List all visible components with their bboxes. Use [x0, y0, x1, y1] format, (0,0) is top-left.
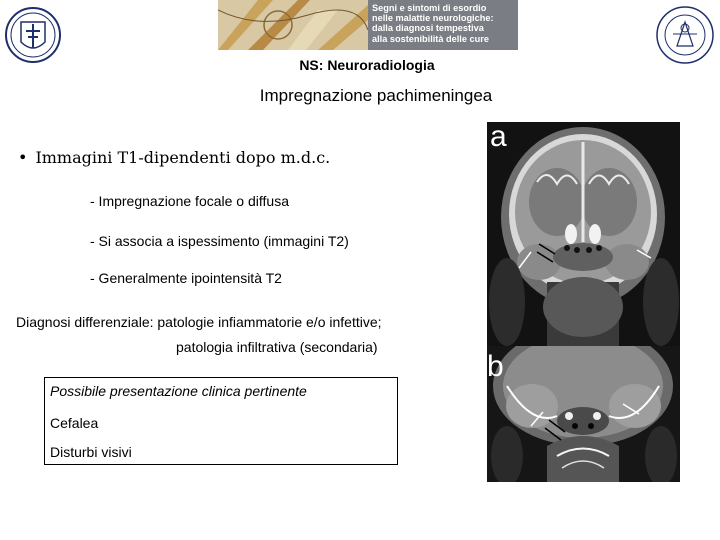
page-title: Impregnazione pachimeningea [259, 86, 493, 105]
clinical-box-title: Possibile presentazione clinica pertinente [50, 383, 307, 399]
banner-line: dalla diagnosi tempestiva [372, 23, 484, 34]
banner-artwork [218, 0, 368, 50]
clinical-item: Disturbi visivi [50, 444, 132, 460]
banner-text [372, 3, 518, 44]
bullet-symbol: • [18, 148, 28, 167]
differential-line-2: patologia infiltrativa (secondaria) [176, 339, 378, 355]
differential-line-1: Diagnosi differenziale: patologie infiammatorie e/o infettive; [16, 314, 382, 330]
banner-line: Segni e sintomi di esordio [372, 3, 487, 13]
clinical-presentation-box [44, 377, 398, 465]
banner-line: nelle malattie neurologiche: [372, 13, 494, 24]
sub-item: - Impregnazione focale o diffusa [90, 193, 289, 209]
mri-image-a [487, 122, 680, 346]
banner-line: alla sostenibilità delle cure [372, 33, 489, 44]
sub-item: - Generalmente ipointensità T2 [90, 270, 282, 286]
mri-image-b [487, 346, 680, 482]
bullet-text: Immagini T1-dipendenti dopo m.d.c. [35, 148, 331, 167]
panel-label-a: a [490, 122, 507, 153]
clinical-item: Cefalea [50, 415, 99, 431]
panel-label-b: b [487, 350, 504, 383]
conference-banner [218, 0, 518, 50]
sub-item: - Si associa a ispessimento (immagini T2) [90, 233, 349, 249]
bullet-item [18, 148, 330, 167]
section-title: NS: Neuroradiologia [299, 57, 435, 73]
